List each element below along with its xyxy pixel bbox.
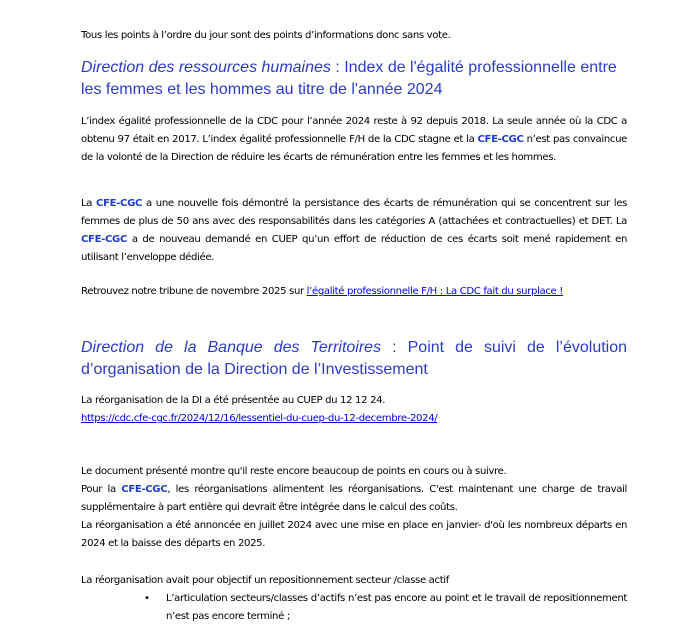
section2-paragraph-1 bbox=[81, 392, 627, 428]
text-run: a de nouveau demandé en CUEP qu’un effort de réduction de ces écarts soit mené rapidement en utilisant l’enveloppe dédiée. bbox=[81, 234, 627, 263]
section1-paragraph-1 bbox=[81, 113, 627, 167]
section1-paragraph-3 bbox=[81, 283, 627, 301]
text-line: Le document présenté montre qu'il reste encore beaucoup de points en cours ou à suivre. bbox=[81, 466, 507, 477]
bullet-icon: • bbox=[144, 593, 150, 604]
text-line: La réorganisation a été annoncée en juillet 2024 avec une mise en place en janvier- d'où les nombreux départs en 2024 et la baisse des départs en 2025. bbox=[81, 520, 627, 549]
brand-cfe-cgc: CFE-CGC bbox=[121, 484, 168, 495]
text-line: La réorganisation avait pour objectif un repositionnement secteur /classe actif bbox=[81, 575, 449, 586]
section1-heading bbox=[81, 57, 627, 101]
bullet-list bbox=[81, 590, 627, 626]
section1-heading-title: : Index de l'égalité professionnelle entre les femmes et les hommes au titre de l'année 2024 bbox=[81, 59, 617, 98]
brand-cfe-cgc: CFE-CGC bbox=[96, 198, 143, 209]
text-line: La réorganisation de la DI a été présentée au CUEP du 12 12 24. bbox=[81, 395, 386, 406]
text-run: Pour la bbox=[81, 484, 122, 495]
tribune-link[interactable]: l’égalité professionnelle F/H : La CDC fait du surplace ! bbox=[306, 286, 563, 297]
section2-heading-title: : Point de suivi de l’évolution d’organisation de la Direction de l’Investissement bbox=[81, 339, 628, 378]
brand-cfe-cgc: CFE-CGC bbox=[81, 234, 128, 245]
section1-paragraph-2 bbox=[81, 195, 627, 267]
intro-paragraph: Tous les points à l’ordre du jour sont des points d’informations donc sans vote. bbox=[81, 30, 451, 41]
brand-cfe-cgc: CFE-CGC bbox=[477, 134, 524, 145]
section2-paragraph-2 bbox=[81, 463, 627, 553]
text-line bbox=[81, 481, 627, 517]
text-run: n’est pas convaincue de la volonté de la Direction de réduire les écarts de rémunération entre les femmes et les hommes. bbox=[81, 134, 627, 163]
section2-heading-direction: Direction de la Banque des Territoires bbox=[81, 339, 382, 356]
section2-heading bbox=[81, 337, 627, 381]
section1-heading-direction: Direction des ressources humaines bbox=[81, 59, 331, 76]
text-run: L’index égalité professionnelle de la CDC pour l’année 2024 reste à 92 depuis 2018. La seule année où la CDC a obtenu 97 était en 2017. L’index égalité professionnelle F/H de la CDC stagne et la bbox=[81, 116, 627, 145]
text-run: a une nouvelle fois démontré la persistance des écarts de rémunération qui se concentrent sur les femmes de plus de 50 ans avec des responsabilités dans les catégories A (attachées et contractuelles) et DET. La bbox=[81, 198, 628, 227]
text-run: La bbox=[81, 198, 97, 209]
list-item-text: L’articulation secteurs/classes d’actifs n’est pas encore au point et le travail de repositionnement n’est pas encore terminé ; bbox=[166, 593, 627, 622]
section2-paragraph-3 bbox=[81, 572, 627, 626]
text-run: Retrouvez notre tribune de novembre 2025 sur bbox=[81, 286, 307, 297]
cuep-link[interactable]: https://cdc.cfe-cgc.fr/2024/12/16/lessentiel-du-cuep-du-12-decembre-2024/ bbox=[81, 413, 438, 424]
text-run: , les réorganisations alimentent les réorganisations. C'est maintenant une charge de travail supplémentaire à part entière qui devrait être intégrée dans le calcul des coûts. bbox=[81, 484, 627, 513]
list-item bbox=[81, 590, 627, 626]
